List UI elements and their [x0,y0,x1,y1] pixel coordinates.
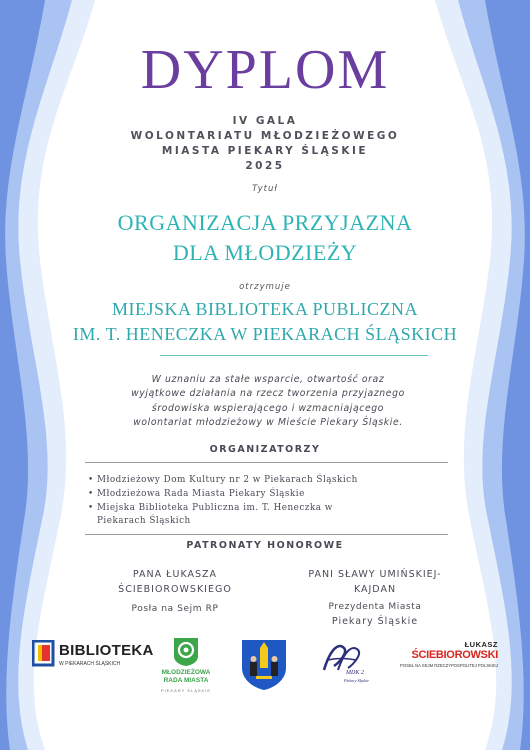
organizer-line: Piekarach Śląskich [97,516,191,527]
mrm-line: RADA MIASTA [163,677,209,684]
posel-sub: POSEŁ NA SEJM RZECZYPOSPOLITEJ POLSKIEJ [400,663,498,668]
description-line: W uznaniu za stałe wsparcie, otwartość oraz [151,374,385,385]
title-label: Tytuł [252,184,278,194]
mrm-line: MŁODZIEŻOWA [161,669,211,676]
mdk-name: MDK 2 [346,670,364,676]
patron-name-line: PANI SŁAWY UMIŃSKIEJ- [308,569,442,580]
mdk-logo [316,640,376,690]
logos-row [0,632,530,702]
posel-last-name: ŚCIEBIOROWSKI [411,649,498,661]
book-icon [32,640,56,668]
biblioteka-logo-name: BIBLIOTEKA [59,642,154,659]
gala-line: IV GALA [232,115,298,127]
award-line: ORGANIZACJA PRZYJAZNA [117,210,413,235]
patron-right [290,568,460,629]
patron-role: Prezydenta Miasta [328,602,422,612]
mrm-sub: PIEKARY ŚLĄSKIE [161,688,211,693]
divider [160,355,428,356]
organizer-line: Miejska Biblioteka Publiczna im. T. Heneczka w [97,502,333,513]
biblioteka-logo [32,638,154,678]
gear-icon [172,636,200,666]
bullet: • [88,475,94,485]
description-line: środowiska wspierającego i wzmacniającego [151,402,385,414]
list-item [88,474,428,488]
recipient-line: IM. T. HENECZKA W PIEKARACH ŚLĄSKICH [72,324,458,344]
gala-line: MIASTA PIEKARY ŚLĄSKIE [161,145,369,157]
receives-label: otrzymuje [239,282,291,292]
organizers-heading: ORGANIZATORZY [209,444,321,455]
award-name [0,208,530,268]
patron-name-line: ŚCIEBIOROWSKIEGO [118,583,232,595]
gala-line: WOLONTARIATU MŁODZIEŻOWEGO [130,130,400,142]
recipient-name [0,297,530,347]
description-line: wolontariat młodzieżowy w Mieście Piekary Śląskie. [133,416,403,428]
mrm-logo-text [155,669,217,695]
organizer-line: Młodzieżowy Dom Kultury nr 2 w Piekarach Śląskich [97,475,358,485]
mdk-sub: Piekary Śląskie [344,678,369,683]
gala-heading [0,114,530,174]
description [100,373,436,430]
posel-logo [386,640,498,676]
patron-role: Posła na Sejm RP [131,604,219,614]
list-item [88,488,428,502]
recipient-line: MIEJSKA BIBLIOTEKA PUBLICZNA [111,299,418,319]
organizers-list [88,474,428,529]
divider [85,462,448,463]
award-line: DLA MŁODZIEŻY [172,240,358,265]
posel-first-name: ŁUKASZ [464,640,498,649]
patron-name-line: KAJDAN [353,583,397,595]
organizer-line: Młodzieżowa Rada Miasta Piekary Śląskie [97,488,305,499]
diploma-title: DYPLOM [140,39,390,101]
patron-name-line: PANA ŁUKASZA [132,569,218,580]
coat-of-arms-logo [240,638,288,690]
mdk-swirl-icon [320,640,364,674]
patronage-heading: PATRONATY HONOROWE [186,540,344,551]
gala-line: 2025 [245,160,285,172]
divider [85,534,448,535]
coat-of-arms-icon [240,638,288,690]
patron-role: Piekary Śląskie [331,615,419,627]
patron-left [90,568,260,617]
bullet: • [88,502,94,513]
biblioteka-logo-sub: W PIEKARACH ŚLĄSKICH [59,661,121,667]
bullet: • [88,488,94,499]
mrm-logo [155,636,217,700]
list-item [88,502,428,530]
description-line: wyjątkowe działania na rzecz tworzenia przyjaznego [131,388,405,400]
